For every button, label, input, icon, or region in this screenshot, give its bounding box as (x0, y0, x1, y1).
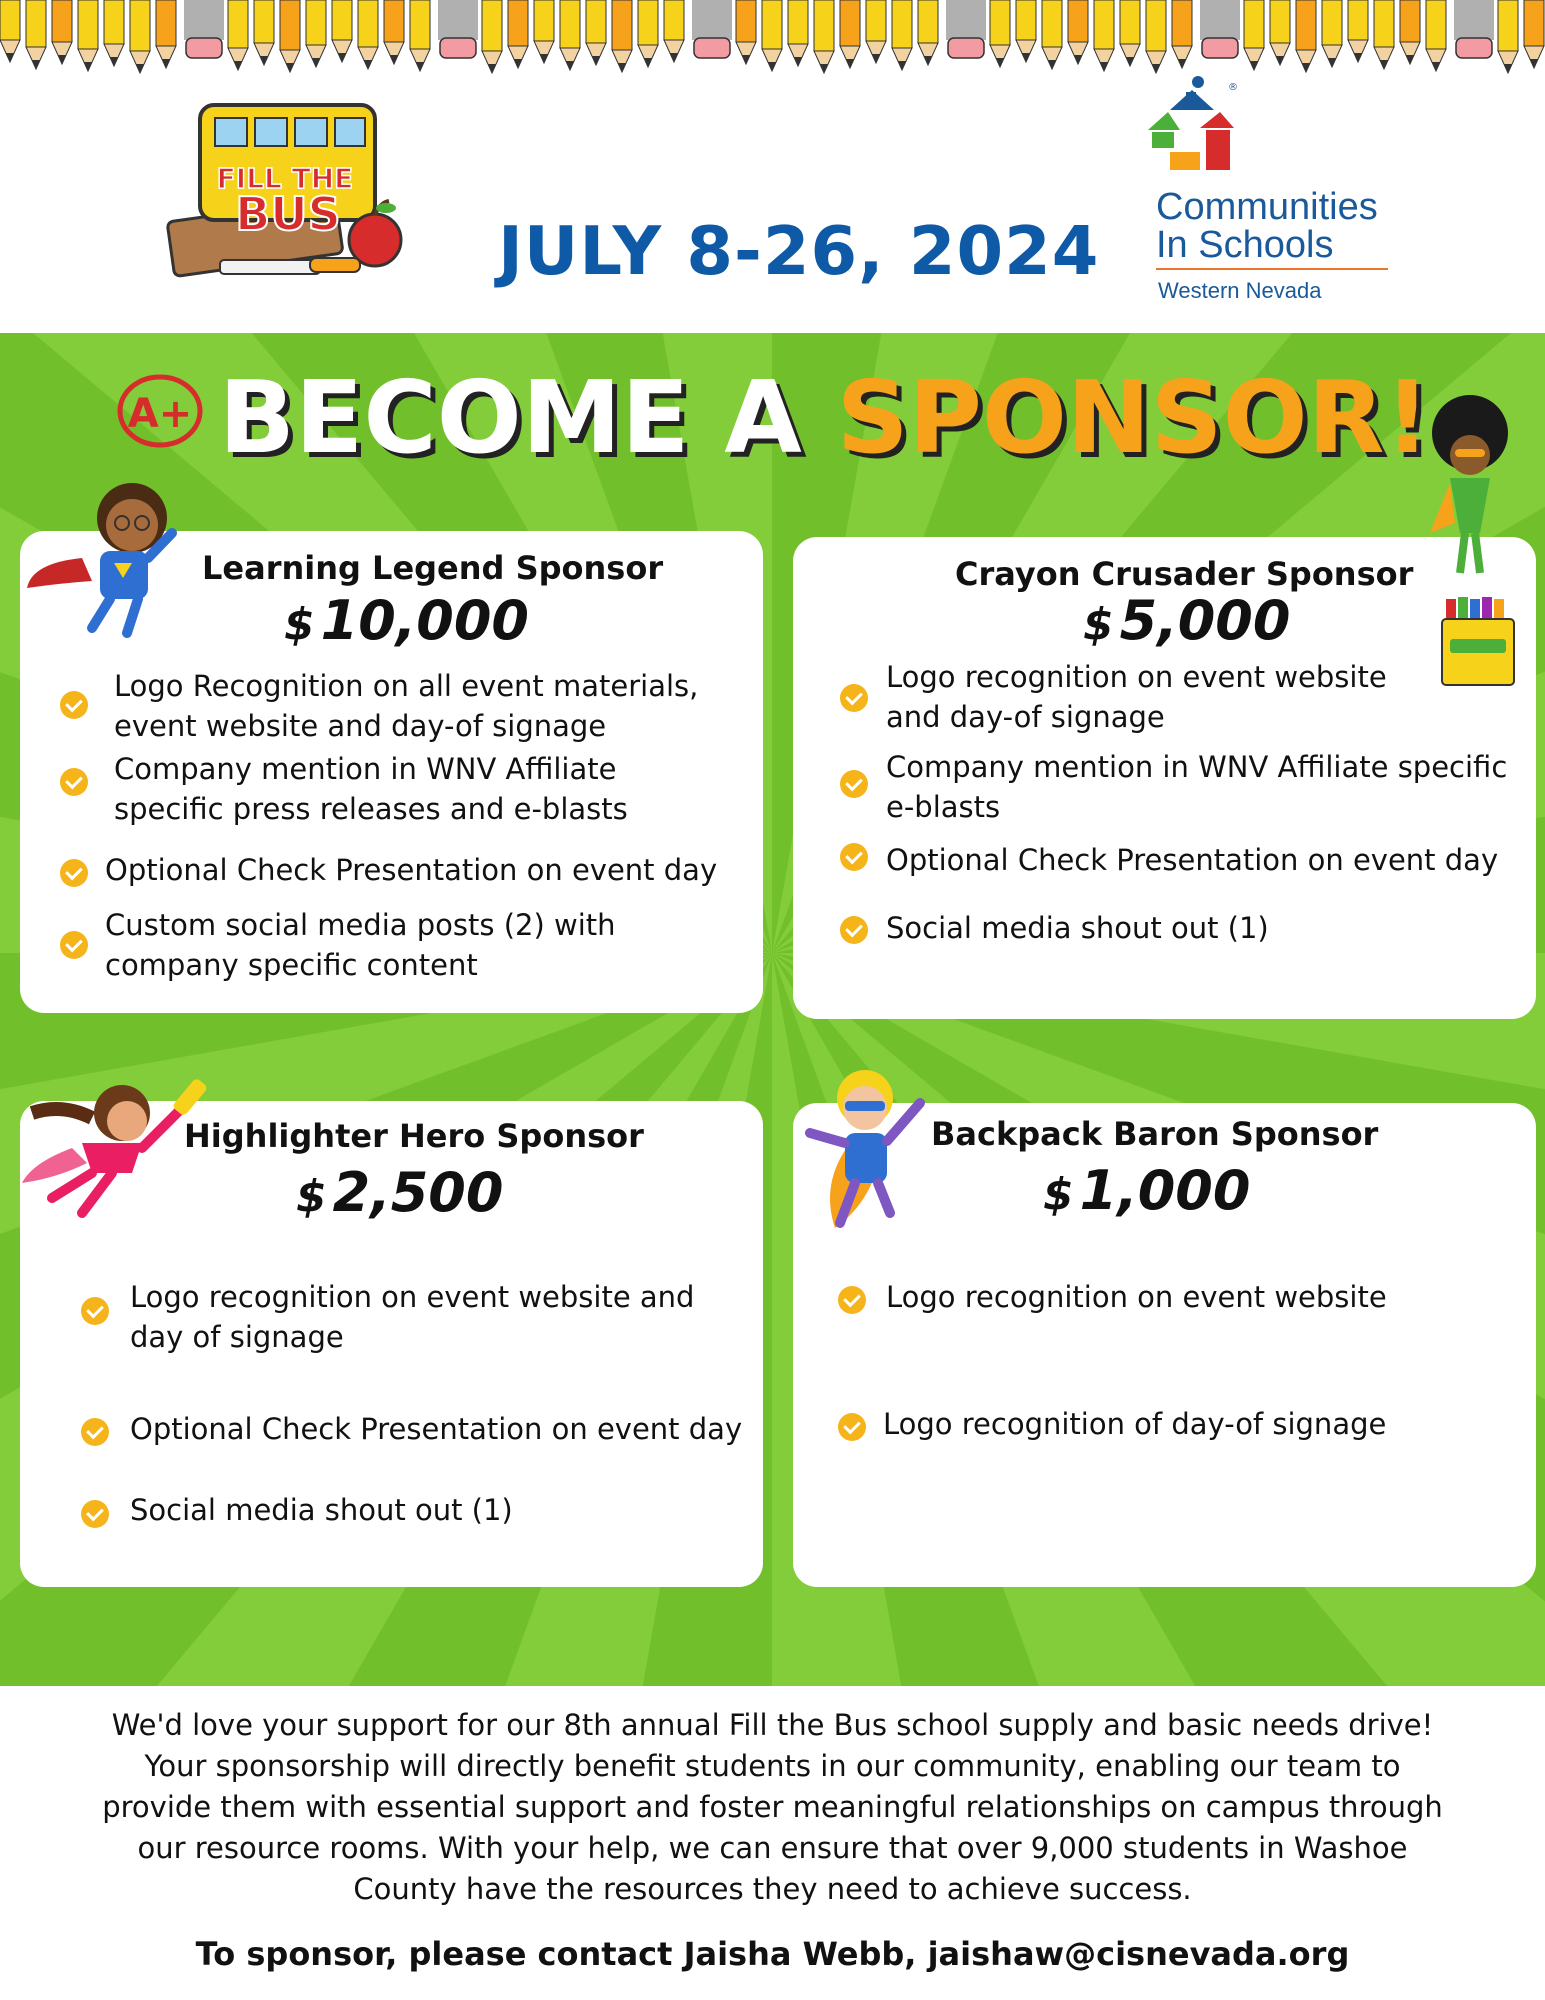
svg-text:FILL THE: FILL THE (216, 162, 354, 195)
svg-text:®: ® (1228, 82, 1238, 93)
check-icon (60, 859, 88, 887)
check-icon (840, 916, 868, 944)
org-tagline: Western Nevada (1158, 278, 1322, 303)
benefit-item: Optional Check Presentation on event day (886, 843, 1499, 877)
communities-in-schools-logo (1140, 70, 1400, 310)
benefit-item: Custom social media posts (2) with company specific content (105, 908, 616, 982)
check-icon (840, 684, 868, 712)
superhero-girl-with-highlighter-illustration (12, 1063, 212, 1228)
check-icon (838, 1413, 866, 1441)
benefit-item: Logo recognition on event website and day-of signage (886, 660, 1387, 734)
check-icon (60, 768, 88, 796)
crayon-box-illustration (1440, 595, 1516, 687)
headline (0, 359, 1545, 480)
pencil-border (0, 0, 1545, 80)
a-plus-grade-icon (115, 362, 205, 472)
benefit-item: Company mention in WNV Affiliate specific e-blasts (886, 750, 1508, 824)
sponsor-price: $ 2,500 (296, 1161, 504, 1224)
check-icon (60, 931, 88, 959)
superhero-boy-illustration (790, 1063, 940, 1233)
benefit-item: Company mention in WNV Affiliate specific press releases and e-blasts (114, 752, 628, 826)
superhero-girl-illustration (1400, 393, 1540, 593)
headline-part1: BECOME A (218, 359, 837, 476)
benefit-item: Logo recognition on event website and day of signage (130, 1280, 695, 1354)
superhero-kid-illustration (22, 463, 192, 643)
contact-line: To sponsor, please contact Jaisha Webb, jaishaw@cisnevada.org (195, 1935, 1350, 1973)
check-icon (81, 1418, 109, 1446)
sponsor-price: $ 1,000 (1043, 1159, 1251, 1222)
sponsor-card-crayon-crusader (793, 537, 1536, 1019)
check-icon (840, 843, 868, 871)
check-icon (60, 691, 88, 719)
sponsor-price: $ 5,000 (1083, 589, 1291, 652)
svg-text:A+: A+ (127, 390, 193, 437)
sponsorship-section (0, 333, 1545, 1686)
check-icon (81, 1500, 109, 1528)
benefit-item: Optional Check Presentation on event day (105, 853, 718, 887)
benefit-item: Optional Check Presentation on event day (130, 1412, 743, 1446)
headline-part2: SPONSOR! (836, 359, 1431, 476)
check-icon (838, 1286, 866, 1314)
org-name-line1: Communities (1156, 186, 1378, 228)
check-icon (81, 1297, 109, 1325)
benefit-item: Logo Recognition on all event materials, event website and day-of signage (114, 669, 699, 743)
benefit-item: Logo recognition on event website (886, 1280, 1387, 1314)
org-logo-divider (1156, 268, 1388, 270)
sponsor-title: Crayon Crusader Sponsor (955, 555, 1414, 593)
intro-paragraph: We'd love your support for our 8th annual Fill the Bus school supply and basic needs drive! Your sponsorship will directly benefit students in our community, enabling our team to provide them with essential support and foster meaningful relationships on campus through our resource rooms. With your help, we can ensure that over 9,000 students in Washoe County have the resources they need to achieve success. (102, 1708, 1443, 1906)
fill-the-bus-logo (160, 100, 405, 285)
sponsor-price: $ 10,000 (284, 589, 530, 652)
check-icon (840, 770, 868, 798)
benefit-item: Social media shout out (1) (886, 911, 1269, 945)
org-name-line2: In Schools (1156, 224, 1334, 266)
svg-text:BUS: BUS (235, 187, 341, 241)
benefit-item: Logo recognition of day-of signage (883, 1407, 1387, 1441)
event-date: JULY 8-26, 2024 (498, 212, 1100, 290)
sponsor-title: Learning Legend Sponsor (202, 549, 664, 587)
sponsor-title: Highlighter Hero Sponsor (184, 1117, 644, 1155)
sponsor-title: Backpack Baron Sponsor (931, 1115, 1379, 1153)
benefit-item: Social media shout out (1) (130, 1493, 513, 1527)
